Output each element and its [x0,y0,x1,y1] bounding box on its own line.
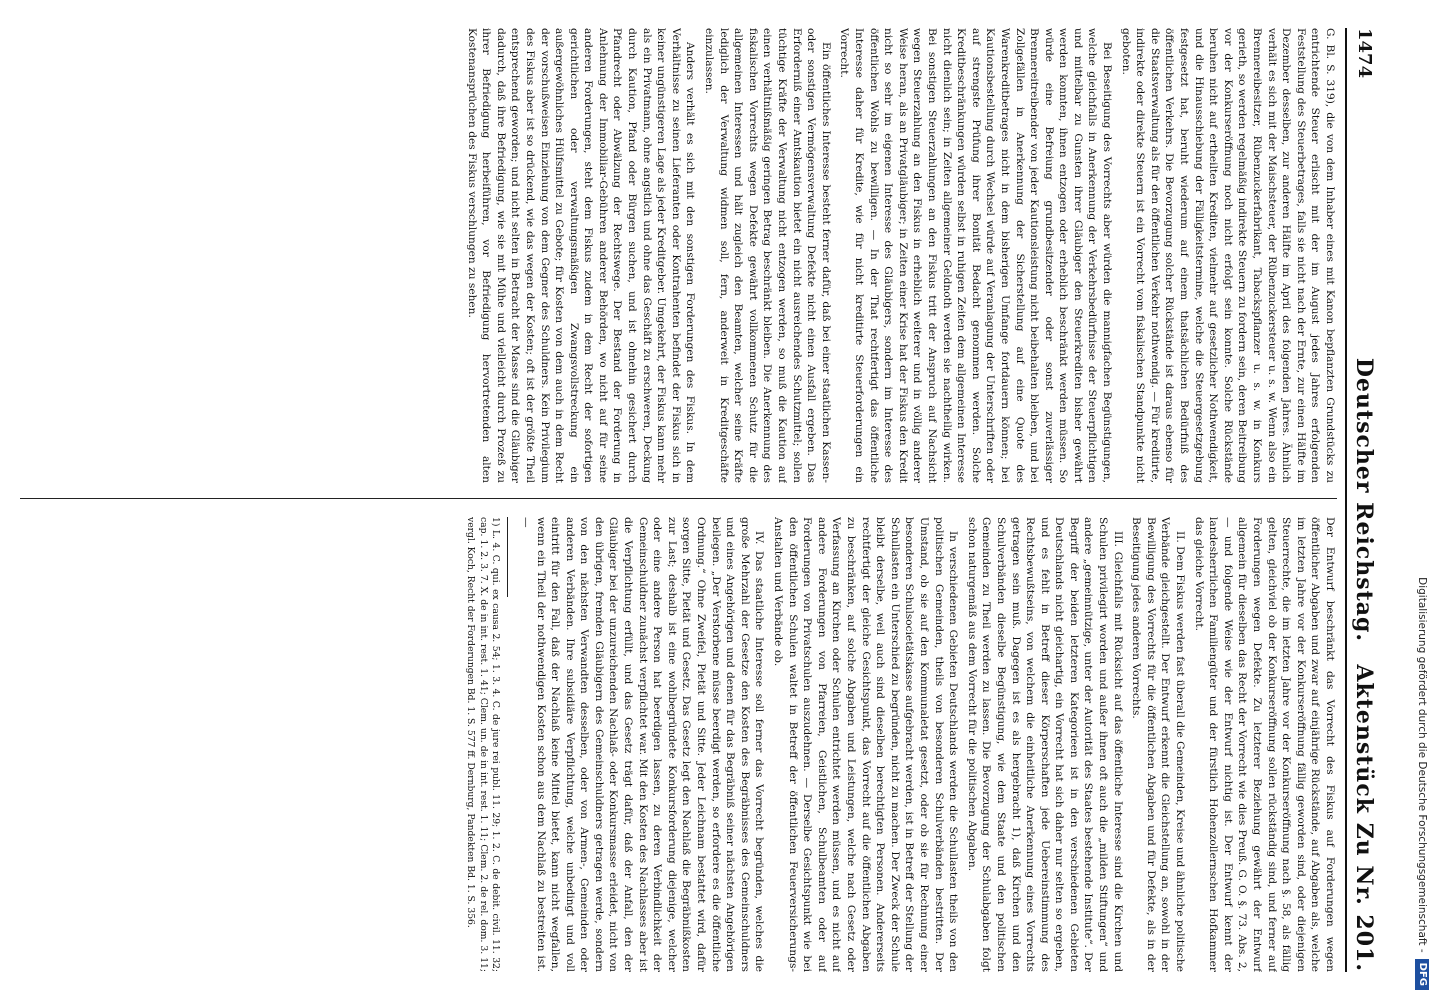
paragraph: IV. Das staatliche Interesse soll ferner das Vorrecht begründen, welches die große Mehrzahl der Gesetze den Kosten des Begräbnisses des Gemeinschuldners und eines Angehörigen und denen für das Begräbniß seiner nächsten Angehörigen beilegen. „Der Verstorbene müsse beerdigt werden, so erfordere es die öffentliche Ordnung.“ Ohne Zweifel, Pietät und Sitte. Jeder Leichnam bestattet wird, dafür sorgen Sitte, Pietät und Gesetz. Das Gesetz legt den Nachlaß die Begräbnißkosten zur Last; deshalb ist eine wohlbegründete Konkursforderung diejenige, welcher oder eine andere Person hat beerdigen lassen, zu deren Verbindlichkeit der Gemeinschuldner zunächst verpflichtet war. Mit den Kosten des Nachlasses aber ist die Verpflichtung erfüllt, und das Gesetz trägt dafür, daß der Anfall, den der Gläubiger bei der unzureichenden Nachlaß- oder Konkursmasse erleidet, nicht von den übrigen, fremden Gläubigern des Gemeinschuldners getragen werde, sondern von den nächsten Verwandten desselben, oder von Armen-, Gemeinden oder anderen Verbänden. Ihre subsidiäre Verpflichtung, welche unbedingt und voll eintritt für den Fall, daß der Nachlaß keine Mittel bietet, kann nicht wegfallen, wenn ein Theil der nothwendigen Kosten schon aus dem Nachlaß zu bestreiten ist. — [519,517,766,972]
paragraph: Ein öffentliches Interesse besteht ferner dafür, daß bei einer staatlichen Kassen- oder sonstigen Vermögensverwaltung Defekte nicht einen Ausfall ergeben. Das Erforderniß einer Amtskaution bietet ein nicht ausreichendes Schutzmittel; sollen tüchtige Kräfte der Verwaltung nicht entzogen werden, so muß die Kaution auf einen verhältnißmäßig geringen Betrag beschränkt bleiben. Die Anerkennung des fiskalischen Vorrechts wegen Defekte gewährt vollkommenen Schutz für die allgemeinen Interessen und hält zugleich den Beamten, welcher seine Kräfte lediglich der Verwaltung widmen soll, fern, anderweit in Kreditgeschäfte einzulassen. [703,28,832,483]
footnote: 1) L. 4. C. qui. ex causa 2. 54; 1. 3. 4. C. de jure rei publ. 11. 29; 1. 2. C. de debit. civil. 11. 32; cap. 1. 2. 3. 7. X. de in int. rest. 1. 41; Clem. un. de in int. rest. 1. 11; Clem. 2. de rel. dom. 3. 11; vergl. Koch, Recht der Forderungen Bd. 1. S. 577 ff. Dernburg, Pandekten Bd. 1. S. 356. [465,517,502,972]
page-title: Deutscher Reichstag. [1351,357,1377,643]
paragraph: II. Dem Fiskus werden fast überall die Gemeinden, Kreise und ähnliche politische Verbände gleichgestellt. Der Entwurf erkennt die Gleichstellung an, sowohl in der Bewilligung des Vorrechts für die öffentlichen Abgaben und für Defekte, als in der Beseitigung jedes anderen Vorrechts. [1130,517,1187,972]
text-columns [20,28,1337,972]
footnote-rule [507,517,508,597]
paragraph: III. Gleichfalls mit Rücksicht auf das öffentliche Interesse sind die Kirchen und Schulen privilegirt worden und außer ihnen oft auch die „milden Stiftungen“ und andere „gemeinnützige, unter der Autorität des Staates bestehende Institute“. Der Begriff der beiden letzteren Kategorieen ist in den verschiedenen Gebieten Deutschlands nicht gleichartig, ein Vorrecht hat sich daher nur selten so ergeben, und es fehlt in Betreff dieser Körperschaften jede Uebereinstimmung des Rechtsbewußtseins, von welchem die einheitliche Anerkennung eines Vorrechts getragen sein muß. Dagegen ist es als hergebracht 1), daß Kirchen und den Schulverbänden dieselbe Begünstigung, wie dem Staate und den politischen Gemeinden zu Theil werden zu lassen. Die Bevorzugung der Schulabgaben folgt schon naturgemäß aus dem Vorrecht für die politischen Abgaben. [965,517,1124,972]
credit-text: Digitalisierung gefördert durch die Deutsche Forschungsgemeinschaft - [1416,577,1428,953]
paragraph: G. Bl. S. 319), die von dem Inhaber eines mit Kanon bepflanzten Grundstücks zu entrichtende Steuer erlischt mit der im August jedes Jahres erfolgenden Feststellung des Steuerbetrages, falls sie nicht nach der Ernte, zur einen Hälfte im Dezember desselben, zur anderen Hälfte im April des folgenden Jahres. Ähnlich verhält es sich mit der Maischsteuer, der Rübenzuckersteuer u. s. w. Wenn also ein Brennereibesitzer, Rübenzuckerfabrikant, Tabackspflanzer u. s. w. in Konkurs gerieth, so werden regelmäßig indirekte Steuern zu fordern sein, deren Beitreibung vor der Konkurseröffnung noch nicht erfolgt sein konnte. Solche Rückstände beruhen nicht auf ertheilten Krediten, vielmehr auf gesetzlicher Nothwendigkeit, und die Hinausschiebung der Fälligkeitstermine, welche die Steuergesetzgebung festgesetzt hat, beruht wiederum auf einem thatsächlichen Bedürfniß des öffentlichen Verkehrs. Die Bevorzugung solcher Rückstände ist daraus ebenso für die Staatsverwaltung als für den öffentlichen Verkehr nothwendig. — Für kreditirte, indirekte oder direkte Steuern ist ein Vorrecht vom fiskalischen Standpunkte nicht geboten. [1119,28,1336,483]
column-divider [20,498,1337,499]
paragraph: Der Entwurf beschränkt das Vorrecht des Fiskus auf Forderungen wegen öffentlicher Abgaben und zwar auf einjährige Rückstände, auf Abgaben als, welche im letzten Jahre vor der Konkurseröffnung fällig geworden sind, oder diejenigen Steuerrechte, die im letzten Jahre vor der Konkurseröffnung nach §. 58, als fällig gelten, gleichviel ob der Konkurseröffnung sollen rückständig sind, und ferner auf Forderungen wegen Defekte. Zu letzterer Beziehung gewährt der Entwurf allgemein für dieselben das Recht der Vorrecht wie dies Preuß. G. O. §. 73. Abs. 2, — und folgende Weise wie der Entwurf nichtig ist. Der Entwurf kennt der landesherrlichen Familiengüter und der fürstlich Hohenzollernschen Hofkammer das gleiche Vorrecht. [1192,517,1336,972]
document-reference: Aktenstück Zu Nr. 201. [1351,664,1377,972]
left-column [20,28,1337,483]
right-column [20,517,1337,972]
dfg-logo: DFG [1415,959,1429,990]
page-number: 1474 [1354,28,1375,79]
page-header [1345,28,1377,972]
paragraph: Bei Beseitigung des Vorrechts aber würden die mannigfachen Begünstigungen, welche gleichfalls in Anerkennung der Verkehrsbedürfnisse der Steuerpflichtigen und mittelbar zu Gunsten ihrer Gläubiger den Steuerkrediten bisher gewährt werden konnten, ihnen entzogen oder erheblich beschränkt werden müssen. So würde eine Befreiung grundbesitzender oder sonst zuverlässiger Brennereitreibender von jeder Kautionsleistung nicht beibehalten bleiben, und bei Zollgefällen in Anerkennung der Sicherstellung auf eine Quote des Warenkreditbetrages nicht in dem bisherigen Umfange fortdauern können; bei Kautionsbestellung durch Wechsel würde auf Veranlagung der Unterschriften oder auf strengste Prüfung ihrer Bonität Bedacht genommen werden. Solche Kreditbeschränkungen würden selbst in ruhigen Zeiten dem allgemeinen Interesse nicht dienlich sein; in Zeiten allgemeiner Geldnoth werden sie nachtheilig wirken. Bei sonstigen Steuerzahlungen an den Fiskus tritt der Anspruch auf Nachsicht wegen Steuerzahlung an den Fiskus in erheblich weiterer und in völlig anderer Weise heran, als an Privatgläubiger; in Zeiten einer Krise hat der Fiskus den Kredit nicht so sehr im eigenen Interesse des Gläubigers, sondern im Interesse des öffentlichen Wohls zu bewilligen. — In der That rechtfertigt das öffentliche Interesse daher für Kredite, wie für nicht kreditirte Steuerforderungen ein Vorrecht. [838,28,1114,483]
paragraph: In verschiedenen Gebieten Deutschlands werden die Schullasten theils von den politischen Gemeinden, theils von besonderen Schulverbänden bestritten. Der Umstand, ob sie auf den Kommunaletat gesetzt, oder ob sie für Rechnung einer besonderen Schulsocietätskasse aufgebracht werden, ist in Betreff der Stellung der Schullasten ein Unterschied zu begründen, nicht zu machen. Der Zweck der Schule bleibt derselbe, weil auch sind dieselben berechtigten Personen. Andererseits rechtfertigt der gleiche Gesichtspunkt, das Vorrecht auf die öffentlichen Abgaben zu beschränken, auf solche Abgaben und Leistungen, welche nach Gesetz oder Verfassung an Kirchen oder Schulen entrichtet werden müssen, und es nicht auf andere Forderungen von Pfarreien, Geistlichen, Schulbeamten oder auf Forderungen von Privatschulen auszudehnen. — Derselbe Gesichtspunkt wie bei den öffentlichen Schulen waltet in Betreff der öffentlichen Feuerversicherungs-Anstalten und Verbände ob. [772,517,960,972]
digitization-credit [1412,0,1432,1000]
paragraph: Anders verhält es sich mit den sonstigen Forderungen des Fiskus. In dem Verhältnisse zu seinen Lieferanten oder Kontrahenten befindet der Fiskus sich in keiner ungünstigeren Lage als jeder Kreditgeber. Umgekehrt, der Fiskus kann mehr als ein Privatmann, ohne angstlich und ohne das Geschäft zu erschweren, Deckung durch Kaution, Pfand oder Bürgen suchen, und ist ohnehin gesichert durch Pfandrecht oder Abwälzung der Rechtswege. Der Bestand der Forderung in Anlehnung der Immobiliar-Gebühren anderer Behörden, wo nicht auf für seine anderen Forderungen, steht dem Fiskus zudem in dem Recht der sofortigen gerichtlichen oder verwaltungsmäßigen Zwangsvollstreckung ein außergewöhnliches Hülfsmittel zu Gebote; für Kosten von dem auch in dem Recht der vorschußweisen Einziehung von dem Gegner des Schuldners. Kein Privilegium des Fiskus aber ist so drückend, wie das wegen der Kosten; oft ist der größte Theil entsprechend geworden; und nicht selten in Betracht der Masse sind die Gläubiger dadurch, daß ihre Befriedigung, wie sie mit Mühe und vielleicht durch Prozeß zu ihrer Befriedigung herbeiführen, vor Befriedigung hervortretenden alten Kostenansprüchen des Fiskus verschlungen zu sehen. [465,28,697,483]
